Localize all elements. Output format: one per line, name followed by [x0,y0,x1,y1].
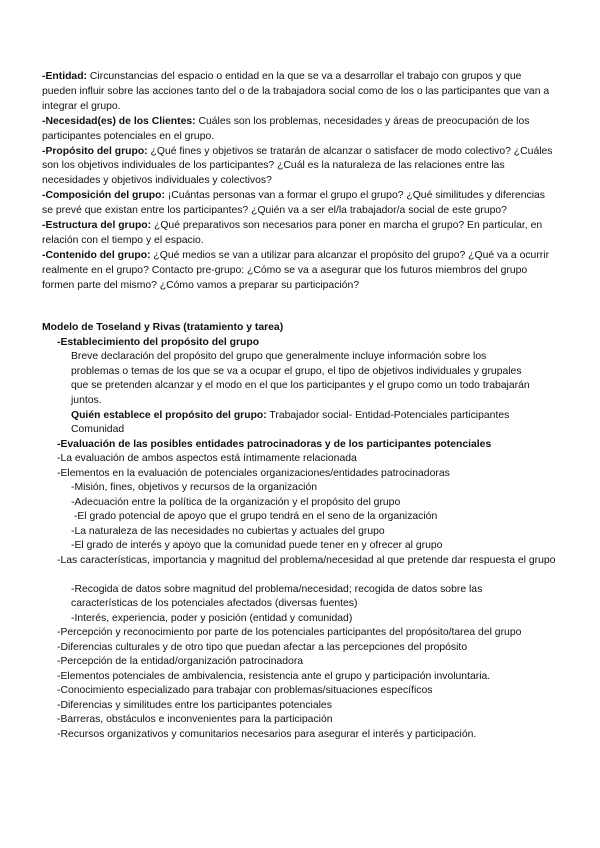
sub-list-item: -Interés, experiencia, poder y posición (entidad y comunidad) [71,612,353,624]
list-item: -Elementos en la evaluación de potenciales organizaciones/entidades patrocinadoras [57,467,450,479]
definition-term: -Estructura del grupo: [42,220,152,232]
who-label: Quién establece el propósito del grupo: [71,409,267,421]
purpose-text: Breve declaración del propósito del grupo que generalmente incluye información sobre los problemas o temas de los que se va a ocupar el grupo, el tipo de objetivos individuales y grupales que se pretenden alcanzar y el modo en el que los participantes y el grupo como un todo trabajarán juntos. [71,351,530,406]
definition-term: -Entidad: [42,71,88,82]
sub-list-item: -Misión, fines, objetivos y recursos de la organización [71,482,318,493]
definition-term: -Contenido del grupo: [42,249,151,261]
list-item: -La evaluación de ambos aspectos está íntimamente relacionada [57,453,357,464]
sub-list-item: -El grado de interés y apoyo que la comunidad puede tener en y ofrecer al grupo [71,540,443,551]
definitions-section [42,70,558,294]
definition-contenido [42,249,558,294]
list-item: -Elementos potenciales de ambivalencia, resistencia ante el grupo y participación involuntaria. [57,670,491,682]
definition-text: ¿Qué preparativos son necesarios para poner en marcha el grupo? En particular, en relación con el tiempo y el espacio. [42,220,543,246]
evaluation-heading: -Evaluación de las posibles entidades patrocinadoras y de los participantes potenciales [57,438,492,450]
sub-list-item: -Adecuación entre la política de la organización y el propósito del grupo [71,496,401,508]
list-item: -Recursos organizativos y comunitarios necesarios para asegurar el interés y participación. [57,728,477,740]
definition-necesidades [42,115,558,145]
who-text: Trabajador social- Entidad-Potenciales participantes Comunidad [71,409,510,436]
sub-list-item: -La naturaleza de las necesidades no cubiertas y actuales del grupo [71,525,385,537]
definition-text: Cuáles son los problemas, necesidades y áreas de preocupación de los participantes potenciales en el grupo. [42,115,530,142]
list-item: -Percepción y reconocimiento por parte de los potenciales participantes del propósito/tarea del grupo [57,627,522,638]
list-item: -Diferencias culturales y de otro tipo que puedan afectar a las percepciones del propósito [57,641,468,653]
definition-text: Circunstancias del espacio o entidad en la que se va a desarrollar el trabajo con grupos y que pueden influir sobre las acciones tanto del o de la trabajadora social como de los o las participantes que van a integrar el grupo. [42,71,550,112]
definition-estructura [42,219,558,249]
definition-composicion [42,189,558,219]
definition-text: ¿Qué medios se van a utilizar para alcanzar el propósito del grupo? ¿Qué va a ocurrir realmente en el grupo? Contacto pre-grupo: ¿Cómo se va a asegurar que los futuros miembros del grupo formen parte del mismo? ¿Cómo vamos a preparar su participación? [42,249,550,291]
list-item: -Diferencias y similitudes entre los participantes potenciales [57,699,332,711]
model-title: Modelo de Toseland y Rivas (tratamiento y tarea) [42,322,284,333]
definition-text: ¿Qué fines y objetivos se tratarán de alcanzar o satisfacer de modo colectivo? ¿Cuáles son los objetivos individuales de los participantes? ¿Cuál es la naturaleza de las relaciones entre las necesidades y objetivos individuales y colectivos? [42,145,553,187]
sub-list-item-data: -Recogida de datos sobre magnitud del problema/necesidad; recogida de datos sobre las características de los potenciales afectados (diversas fuentes) [71,583,483,610]
definition-text: ¡Cuántas personas van a formar el grupo el grupo? ¿Qué similitudes y diferencias se prevé que existan entre los participantes? ¿Quién va a ser el/la trabajador/a social de este grupo? [42,190,545,217]
sub-list-item: -El grado potencial de apoyo que el grupo tendrá en el seno de la organización [71,511,438,522]
list-item: -Conocimiento especializado para trabajar con problemas/situaciones específicos [57,685,433,696]
definition-term: -Necesidad(es) de los Clientes: [42,115,196,127]
list-item: -Barreras, obstáculos e inconvenientes para la participación [57,714,333,725]
purpose-heading: -Establecimiento del propósito del grupo [57,336,260,348]
definition-term: -Propósito del grupo: [42,145,148,157]
purpose-who [71,409,541,438]
list-item-characteristics: -Las características, importancia y magnitud del problema/necesidad al que pretende dar respuesta el grupo [57,554,556,566]
definition-entidad [42,70,558,115]
definition-term: -Composición del grupo: [42,190,165,202]
list-item: -Percepción de la entidad/organización patrocinadora [57,656,304,667]
definition-proposito [42,145,558,190]
